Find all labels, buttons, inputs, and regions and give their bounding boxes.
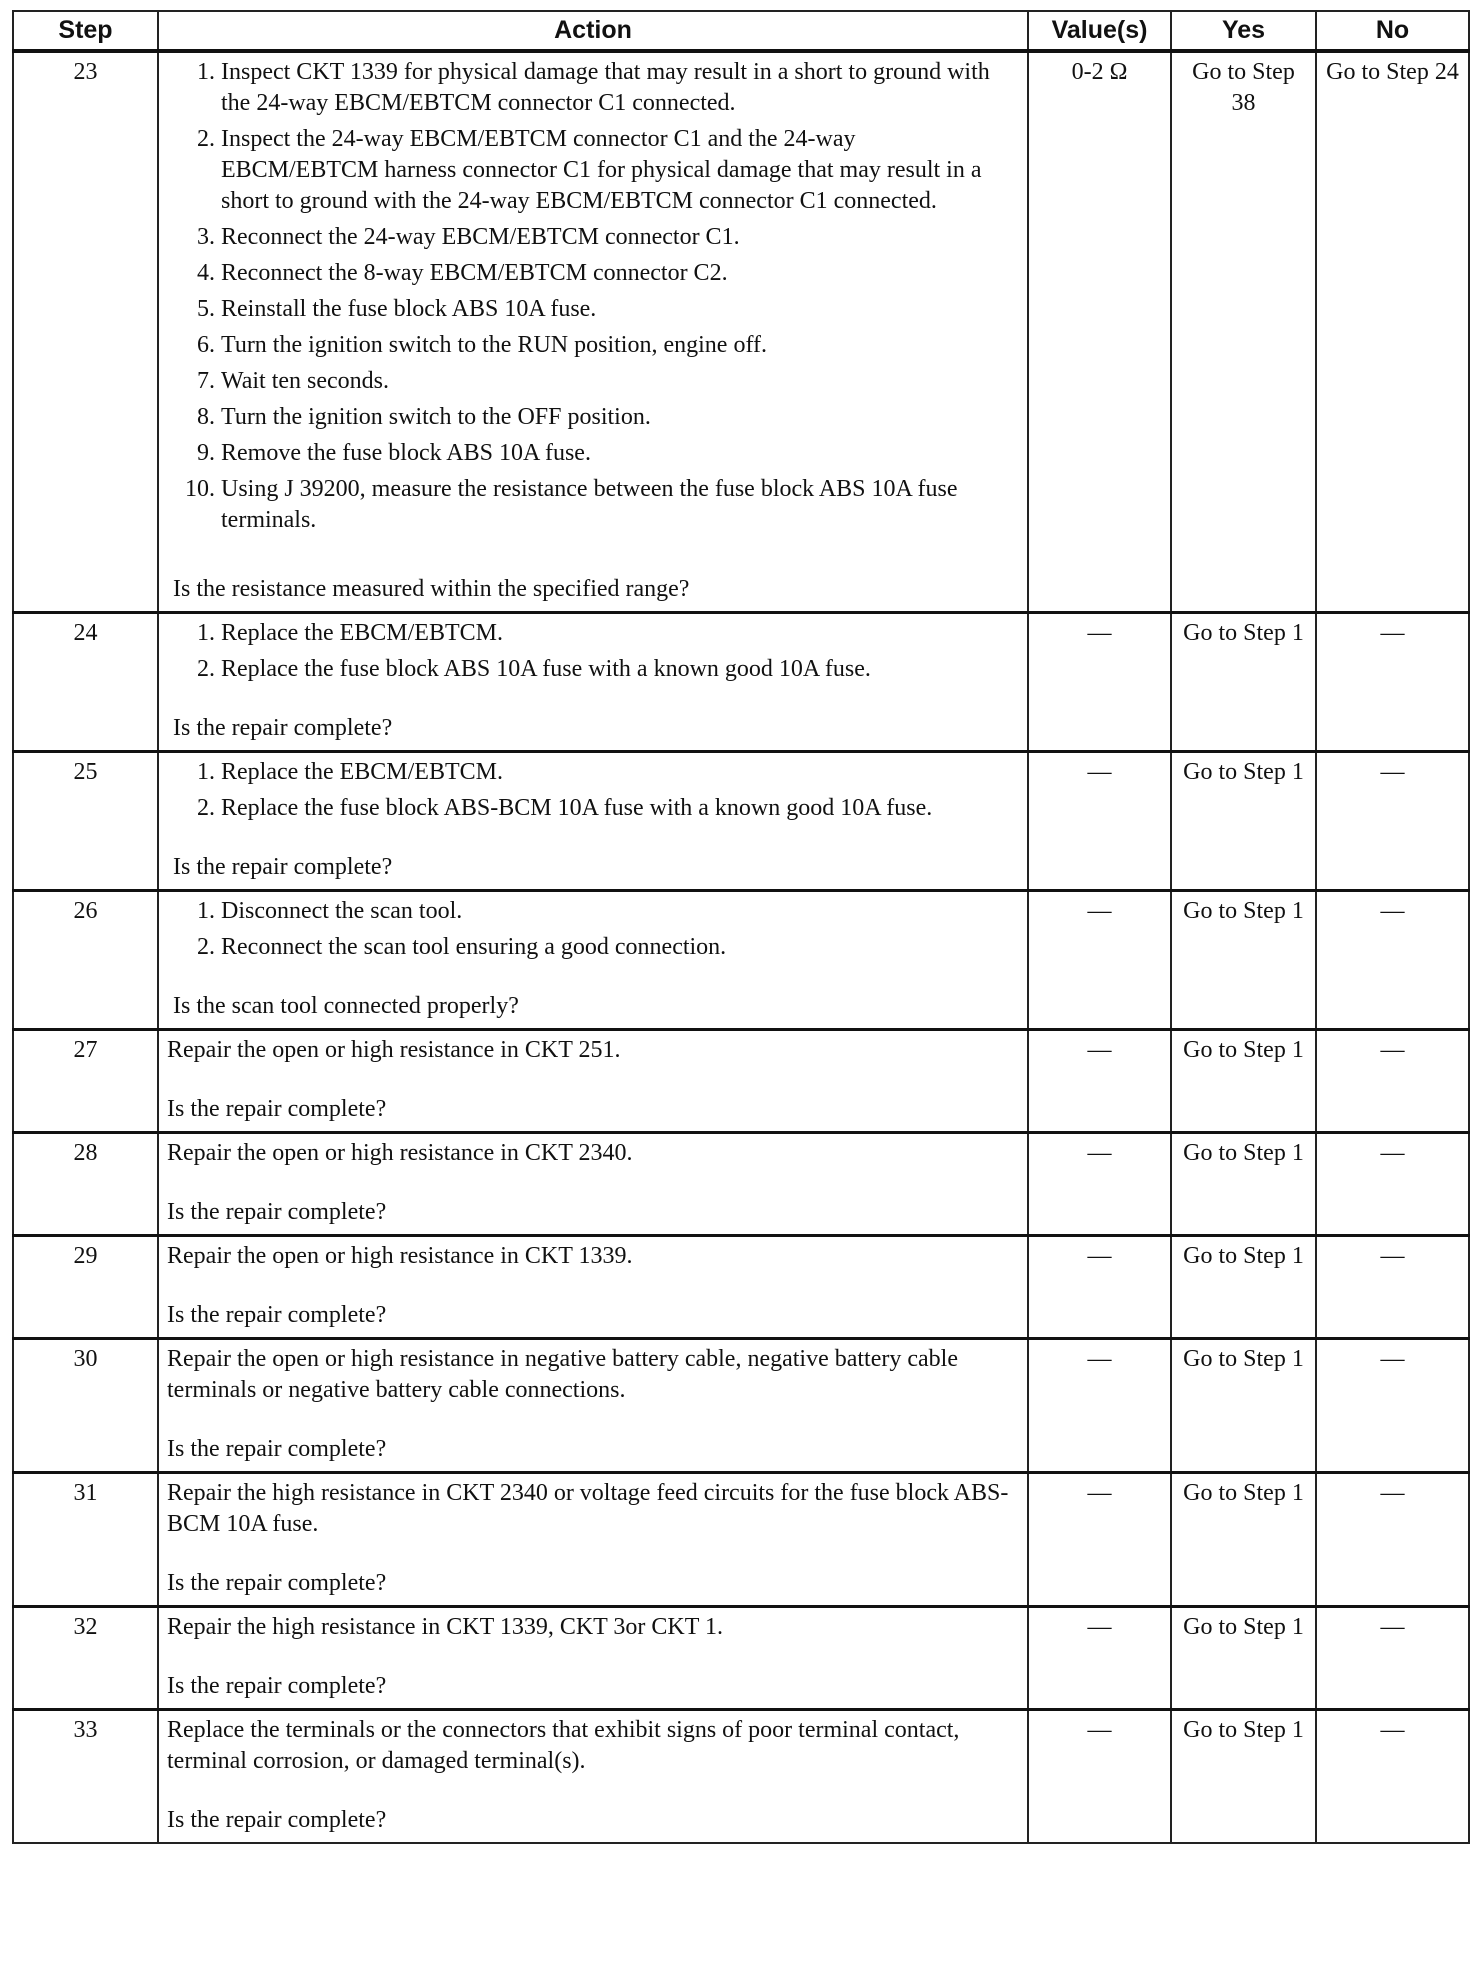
value-cell: — <box>1028 1710 1171 1844</box>
yes-cell: Go to Step 1 <box>1171 752 1316 891</box>
no-cell: — <box>1316 1607 1469 1710</box>
action-steps <box>173 618 1017 685</box>
no-cell: — <box>1316 1339 1469 1473</box>
table-row <box>13 51 1469 613</box>
no-cell: — <box>1316 1236 1469 1339</box>
item-number: 1. <box>197 620 215 646</box>
question-text: Is the repair complete? <box>173 854 393 880</box>
item-text: Replace the fuse block ABS 10A fuse with a known good 10A fuse. <box>221 656 871 682</box>
item-number: 6. <box>197 332 215 358</box>
action-cell <box>158 752 1028 891</box>
value-cell: — <box>1028 1030 1171 1133</box>
table-row <box>13 752 1469 891</box>
list-item <box>173 654 1017 685</box>
question-text: Is the repair complete? <box>167 1673 387 1699</box>
value-cell: — <box>1028 1607 1171 1710</box>
action-text: Repair the high resistance in CKT 2340 or voltage feed circuits for the fuse block ABS-BCM 10A fuse. <box>167 1480 1009 1537</box>
yes-cell: Go to Step 1 <box>1171 1607 1316 1710</box>
no-cell: — <box>1316 752 1469 891</box>
yes-cell: Go to Step 1 <box>1171 891 1316 1030</box>
step-number: 27 <box>13 1030 158 1133</box>
list-item <box>173 124 1017 217</box>
item-text: Replace the EBCM/EBTCM. <box>221 759 503 785</box>
yes-cell: Go to Step 1 <box>1171 1030 1316 1133</box>
list-item <box>173 474 1017 536</box>
value-cell: — <box>1028 1236 1171 1339</box>
item-number: 5. <box>197 296 215 322</box>
yes-cell: Go to Step 1 <box>1171 1710 1316 1844</box>
item-text: Inspect CKT 1339 for physical damage that may result in a short to ground with the 24-way EBCM/EBTCM connector C1 connected. <box>221 59 990 116</box>
step-number: 33 <box>13 1710 158 1844</box>
question-text: Is the repair complete? <box>173 715 393 741</box>
value-cell: 0-2 Ω <box>1028 51 1171 613</box>
table-row <box>13 1030 1469 1133</box>
item-number: 1. <box>197 898 215 924</box>
step-number: 25 <box>13 752 158 891</box>
list-item <box>173 896 1017 927</box>
item-text: Replace the fuse block ABS-BCM 10A fuse with a known good 10A fuse. <box>221 795 933 821</box>
step-number: 29 <box>13 1236 158 1339</box>
no-cell: — <box>1316 1710 1469 1844</box>
step-number: 30 <box>13 1339 158 1473</box>
action-cell <box>158 1030 1028 1133</box>
list-item <box>173 757 1017 788</box>
list-item <box>173 438 1017 469</box>
no-cell: — <box>1316 1030 1469 1133</box>
no-cell: Go to Step 24 <box>1316 51 1469 613</box>
value-cell: — <box>1028 1339 1171 1473</box>
header-no: No <box>1316 11 1469 51</box>
action-cell <box>158 1339 1028 1473</box>
item-text: Reconnect the 24-way EBCM/EBTCM connector C1. <box>221 224 740 250</box>
header-values: Value(s) <box>1028 11 1171 51</box>
no-cell: — <box>1316 891 1469 1030</box>
item-text: Turn the ignition switch to the OFF position. <box>221 404 651 430</box>
step-number: 28 <box>13 1133 158 1236</box>
item-number: 1. <box>197 59 215 85</box>
action-text: Repair the open or high resistance in CKT 2340. <box>167 1140 633 1166</box>
action-text: Repair the open or high resistance in negative battery cable, negative battery cable terminals or negative battery cable connections. <box>167 1346 958 1403</box>
table-row <box>13 1236 1469 1339</box>
step-number: 31 <box>13 1473 158 1607</box>
list-item <box>173 402 1017 433</box>
action-cell <box>158 1473 1028 1607</box>
list-item <box>173 932 1017 963</box>
item-text: Remove the fuse block ABS 10A fuse. <box>221 440 591 466</box>
table-row <box>13 1607 1469 1710</box>
action-steps <box>173 896 1017 963</box>
table-row <box>13 613 1469 752</box>
item-number: 3. <box>197 224 215 250</box>
item-number: 2. <box>197 126 215 152</box>
yes-cell: Go to Step 1 <box>1171 1236 1316 1339</box>
list-item <box>173 222 1017 253</box>
no-cell: — <box>1316 1133 1469 1236</box>
step-number: 24 <box>13 613 158 752</box>
item-text: Disconnect the scan tool. <box>221 898 463 924</box>
action-cell <box>158 613 1028 752</box>
question-text: Is the repair complete? <box>167 1436 387 1462</box>
action-steps <box>173 757 1017 824</box>
item-number: 1. <box>197 759 215 785</box>
question-text: Is the scan tool connected properly? <box>173 993 519 1019</box>
list-item <box>173 618 1017 649</box>
action-cell <box>158 1236 1028 1339</box>
item-number: 2. <box>197 656 215 682</box>
no-cell: — <box>1316 613 1469 752</box>
action-text: Repair the high resistance in CKT 1339, CKT 3or CKT 1. <box>167 1614 723 1640</box>
yes-cell: Go to Step 1 <box>1171 613 1316 752</box>
yes-cell: Go to Step 1 <box>1171 1339 1316 1473</box>
item-text: Reconnect the 8-way EBCM/EBTCM connector C2. <box>221 260 728 286</box>
action-cell <box>158 51 1028 613</box>
table-row <box>13 1339 1469 1473</box>
list-item <box>173 57 1017 119</box>
table-row <box>13 1710 1469 1844</box>
action-text: Repair the open or high resistance in CKT 1339. <box>167 1243 633 1269</box>
yes-cell: Go to Step 1 <box>1171 1133 1316 1236</box>
header-action: Action <box>158 11 1028 51</box>
question-text: Is the repair complete? <box>167 1096 387 1122</box>
no-cell: — <box>1316 1473 1469 1607</box>
table-row <box>13 1473 1469 1607</box>
item-text: Turn the ignition switch to the RUN position, engine off. <box>221 332 767 358</box>
yes-cell: Go to Step 1 <box>1171 1473 1316 1607</box>
value-cell: — <box>1028 613 1171 752</box>
question-text: Is the repair complete? <box>167 1199 387 1225</box>
list-item <box>173 793 1017 824</box>
table-row <box>13 1133 1469 1236</box>
step-number: 26 <box>13 891 158 1030</box>
question-text: Is the repair complete? <box>167 1807 387 1833</box>
question-text: Is the repair complete? <box>167 1570 387 1596</box>
value-cell: — <box>1028 1473 1171 1607</box>
item-number: 4. <box>197 260 215 286</box>
item-number: 8. <box>197 404 215 430</box>
list-item <box>173 294 1017 325</box>
item-text: Reconnect the scan tool ensuring a good connection. <box>221 934 727 960</box>
header-row <box>13 11 1469 51</box>
item-number: 2. <box>197 795 215 821</box>
item-number: 10. <box>185 476 215 502</box>
item-text: Using J 39200, measure the resistance between the fuse block ABS 10A fuse terminals. <box>221 476 958 533</box>
table-row <box>13 891 1469 1030</box>
step-number: 23 <box>13 51 158 613</box>
item-text: Reinstall the fuse block ABS 10A fuse. <box>221 296 597 322</box>
question-text: Is the repair complete? <box>167 1302 387 1328</box>
value-cell: — <box>1028 1133 1171 1236</box>
header-step: Step <box>13 11 158 51</box>
item-text: Replace the EBCM/EBTCM. <box>221 620 503 646</box>
item-text: Wait ten seconds. <box>221 368 390 394</box>
value-cell: — <box>1028 752 1171 891</box>
action-cell <box>158 1710 1028 1844</box>
table-body <box>13 51 1469 1843</box>
value-cell: — <box>1028 891 1171 1030</box>
action-steps <box>173 57 1017 536</box>
diagnostic-table <box>12 10 1470 1844</box>
item-number: 7. <box>197 368 215 394</box>
action-cell <box>158 1607 1028 1710</box>
action-cell <box>158 891 1028 1030</box>
action-text: Replace the terminals or the connectors that exhibit signs of poor terminal contact, terminal corrosion, or damaged terminal(s). <box>167 1717 960 1774</box>
list-item <box>173 330 1017 361</box>
item-text: Inspect the 24-way EBCM/EBTCM connector C1 and the 24-way EBCM/EBTCM harness connector C1 for physical damage that may result in a short to ground with the 24-way EBCM/EBTCM connector C1 connected. <box>221 126 982 214</box>
yes-cell: Go to Step 38 <box>1171 51 1316 613</box>
action-text: Repair the open or high resistance in CKT 251. <box>167 1037 621 1063</box>
step-number: 32 <box>13 1607 158 1710</box>
header-yes: Yes <box>1171 11 1316 51</box>
list-item <box>173 258 1017 289</box>
action-cell <box>158 1133 1028 1236</box>
item-number: 9. <box>197 440 215 466</box>
item-number: 2. <box>197 934 215 960</box>
question-text: Is the resistance measured within the specified range? <box>173 576 690 602</box>
list-item <box>173 366 1017 397</box>
